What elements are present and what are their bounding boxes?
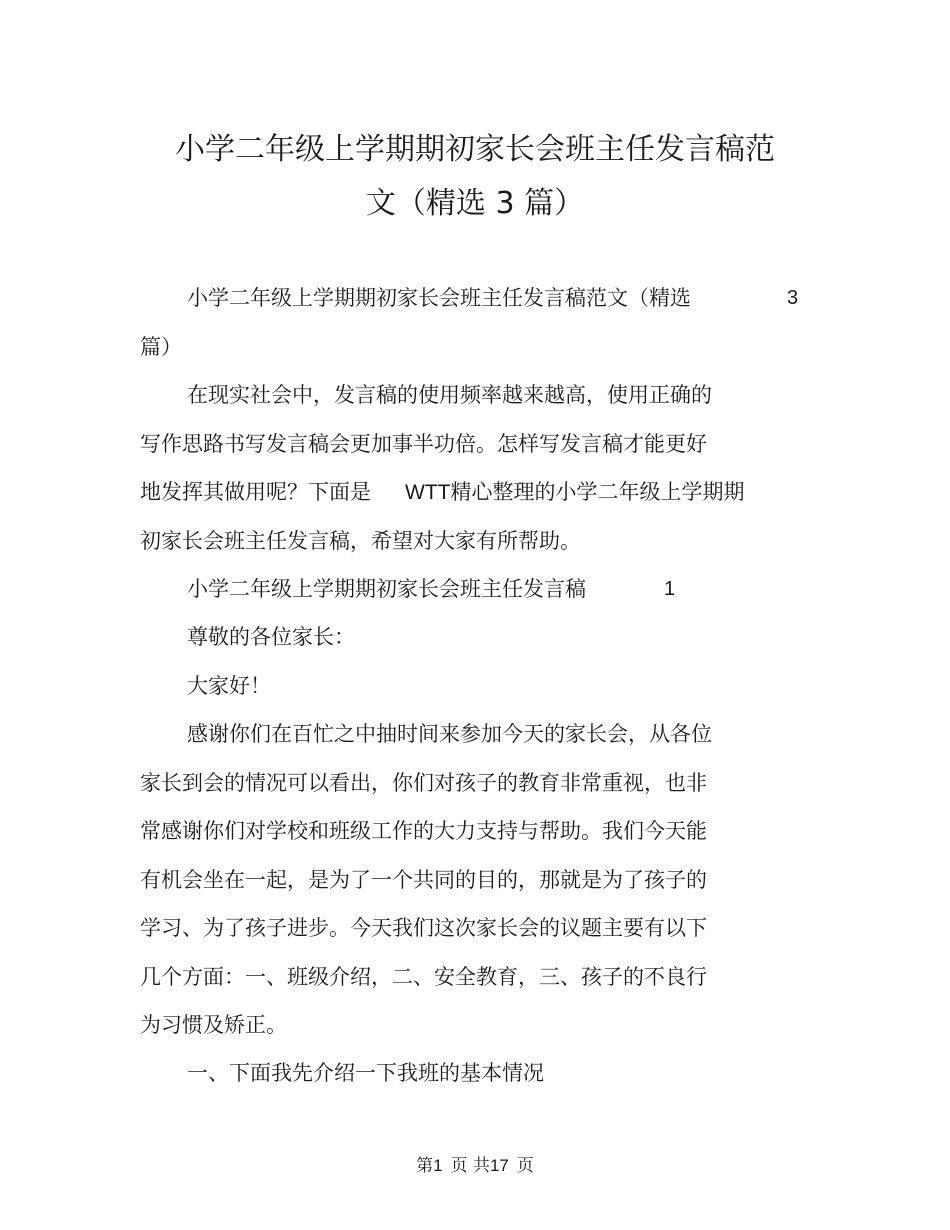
intro-line-4: 初家长会班主任发言稿，希望对大家有所帮助。: [140, 529, 581, 553]
speech-number: 1: [664, 578, 676, 600]
body-line-5: 学习、为了孩子进步。今天我们这次家长会的议题主要有以下: [140, 916, 707, 940]
footer-prefix: 第: [416, 1156, 434, 1176]
footer-total-pages: 17: [489, 1156, 509, 1175]
greeting: 大家好！: [187, 674, 271, 698]
heading-paragraph-number: 3: [787, 287, 799, 309]
document-title-line-2: 文（精选 3 篇）: [365, 186, 585, 221]
page-footer: [0, 1155, 950, 1177]
speech-title: 小学二年级上学期期初家长会班主任发言稿: [187, 577, 586, 601]
salutation: 尊敬的各位家长：: [187, 625, 355, 649]
heading-paragraph-text: 小学二年级上学期期初家长会班主任发言稿范文（精选: [187, 286, 691, 310]
body-line-7: 为习惯及矫正。: [140, 1013, 287, 1037]
body-line-1: 感谢你们在百忙之中抽时间来参加今天的家长会，从各位: [187, 722, 712, 746]
footer-suffix: 页: [516, 1156, 534, 1176]
footer-page-number: 1: [433, 1156, 443, 1175]
intro-line-1: 在现实社会中，发言稿的使用频率越来越高，使用正确的: [187, 383, 712, 407]
footer-mid: 页 共: [450, 1156, 490, 1176]
intro-line-3-end: 精心整理的小学二年级上学期期: [450, 480, 745, 504]
section-heading: 一、下面我先介绍一下我班的基本情况: [187, 1061, 544, 1085]
body-line-4: 有机会坐在一起，是为了一个共同的目的，那就是为了孩子的: [140, 868, 707, 892]
document-title-line-1: 小学二年级上学期期初家长会班主任发言稿范: [175, 132, 775, 167]
heading-paragraph-tail: 篇）: [140, 335, 182, 359]
body-line-6: 几个方面：一、班级介绍，二、安全教育，三、孩子的不良行: [140, 965, 707, 989]
body-line-2: 家长到会的情况可以看出，你们对孩子的教育非常重视，也非: [140, 771, 707, 795]
intro-line-3-start: 地发挥其做用呢？下面是: [140, 480, 371, 504]
body-line-3: 常感谢你们对学校和班级工作的大力支持与帮助。我们今天能: [140, 819, 707, 843]
intro-line-3: [140, 479, 744, 506]
intro-line-2: 写作思路书写发言稿会更加事半功倍。怎样写发言稿才能更好: [140, 432, 707, 456]
brand-name: WTT: [405, 481, 451, 504]
